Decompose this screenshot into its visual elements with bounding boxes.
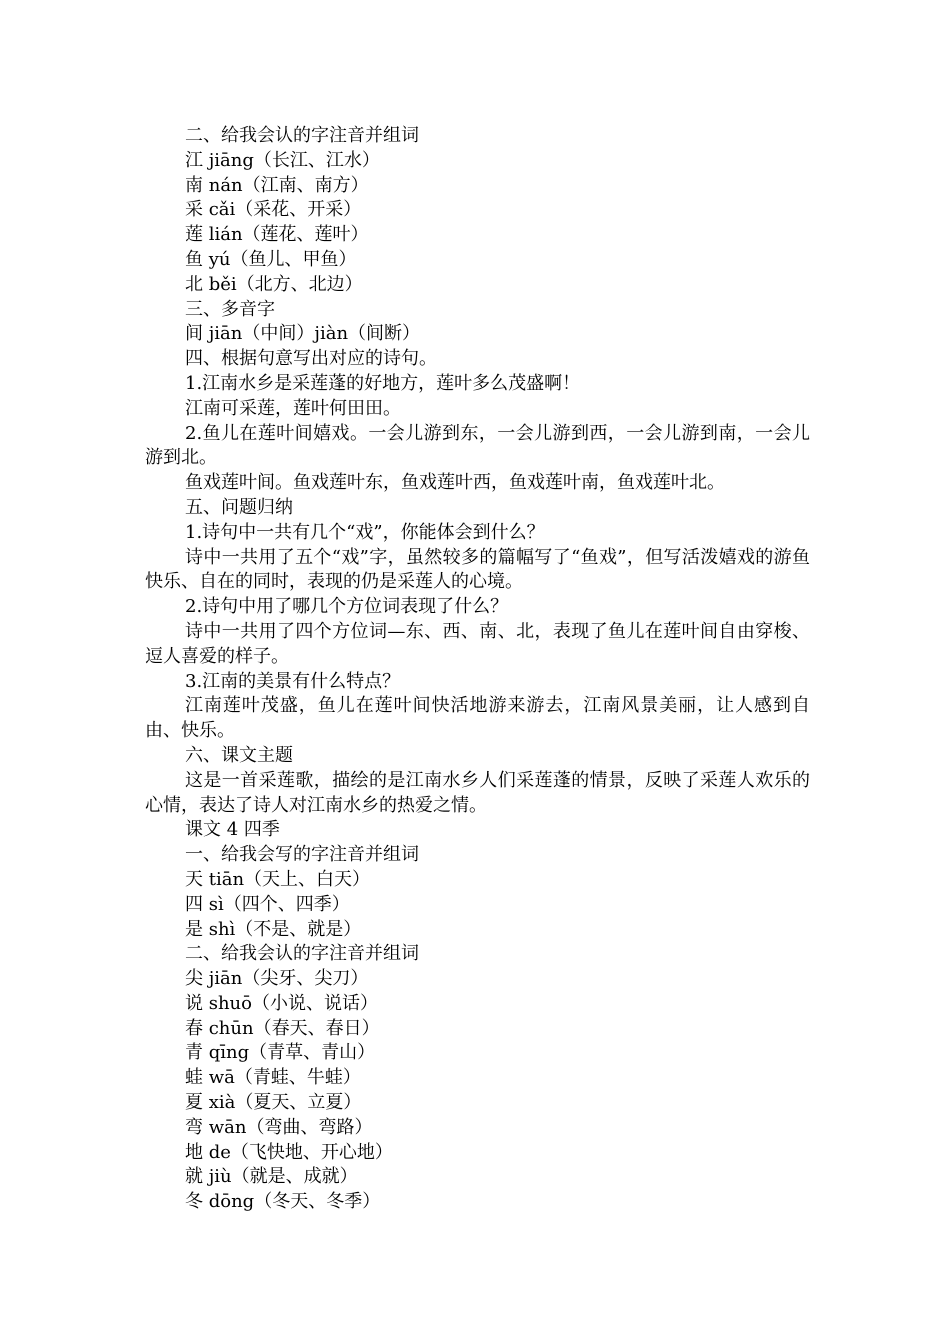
- question: 1.江南水乡是采莲蓬的好地方，莲叶多么茂盛啊！: [185, 372, 581, 394]
- answer: 诗中一共用了四个方位词—东、西、南、北，表现了鱼儿在莲叶间自由穿梭、逗人喜爱的样子。: [145, 620, 810, 667]
- section-heading: 五、问题归纳: [185, 496, 293, 518]
- section-heading: 一、给我会写的字注音并组词: [185, 844, 419, 866]
- vocab-entry: 是 shì（不是、就是）: [185, 918, 362, 940]
- vocab-entry: 间 jiān（中间）jiàn（间断）: [185, 323, 421, 345]
- vocab-entry: 蛙 wā（青蛙、牛蛙）: [185, 1067, 361, 1089]
- answer: 诗中一共用了五个“戏”字，虽然较多的篇幅写了“鱼戏”，但写活泼嬉戏的游鱼快乐、自在的同时，表现的仍是采莲人的心境。: [145, 546, 810, 593]
- vocab-entry: 就 jiù（就是、成就）: [185, 1166, 358, 1188]
- vocab-entry: 青 qīng（青草、青山）: [185, 1042, 376, 1064]
- vocab-entry: 天 tiān（天上、白天）: [185, 868, 371, 890]
- question: 3.江南的美景有什么特点？: [185, 670, 401, 692]
- vocab-entry: 江 jiāng（长江、江水）: [185, 149, 380, 171]
- section-heading: 二、给我会认的字注音并组词: [185, 125, 419, 146]
- vocab-entry: 夏 xià（夏天、立夏）: [185, 1092, 362, 1114]
- vocab-entry: 莲 lián（莲花、莲叶）: [185, 224, 369, 246]
- vocab-entry: 地 de（飞快地、开心地）: [185, 1141, 393, 1163]
- section-heading: 三、多音字: [185, 298, 275, 320]
- question: 2.鱼儿在莲叶间嬉戏。一会儿游到东，一会儿游到西，一会儿游到南，一会儿游到北。: [145, 422, 810, 469]
- question: 2.诗句中用了哪几个方位词表现了什么？: [185, 596, 509, 618]
- theme-paragraph: 这是一首采莲歌，描绘的是江南水乡人们采莲蓬的情景，反映了采莲人欢乐的心情，表达了诗人对江南水乡的热爱之情。: [145, 769, 810, 816]
- vocab-entry: 春 chūn（春天、春日）: [185, 1017, 380, 1039]
- vocab-entry: 弯 wān（弯曲、弯路）: [185, 1116, 373, 1138]
- answer: 江南莲叶茂盛，鱼儿在莲叶间快活地游来游去，江南风景美丽，让人感到自由、快乐。: [145, 695, 810, 742]
- vocab-entry: 南 nán（江南、南方）: [185, 174, 369, 196]
- vocab-entry: 冬 dōng（冬天、冬季）: [185, 1191, 381, 1213]
- document-page: [145, 124, 810, 1215]
- vocab-entry: 尖 jiān（尖牙、尖刀）: [185, 968, 369, 990]
- lesson-title: 课文 4 四季: [185, 819, 280, 841]
- vocab-entry: 四 sì（四个、四季）: [185, 893, 350, 915]
- vocab-entry: 北 běi（北方、北边）: [185, 273, 363, 295]
- section-heading: 六、课文主题: [185, 744, 293, 766]
- section-heading: 四、根据句意写出对应的诗句。: [185, 348, 437, 370]
- answer: 江南可采莲，莲叶何田田。: [185, 397, 401, 419]
- answer: 鱼戏莲叶间。鱼戏莲叶东，鱼戏莲叶西，鱼戏莲叶南，鱼戏莲叶北。: [185, 472, 725, 494]
- vocab-entry: 采 cǎi（采花、开采）: [185, 199, 362, 221]
- vocab-entry: 鱼 yú（鱼儿、甲鱼）: [185, 248, 357, 270]
- vocab-entry: 说 shuō（小说、说话）: [185, 992, 378, 1014]
- question: 1.诗句中一共有几个“戏”，你能体会到什么？: [185, 521, 545, 543]
- section-heading: 二、给我会认的字注音并组词: [185, 943, 419, 965]
